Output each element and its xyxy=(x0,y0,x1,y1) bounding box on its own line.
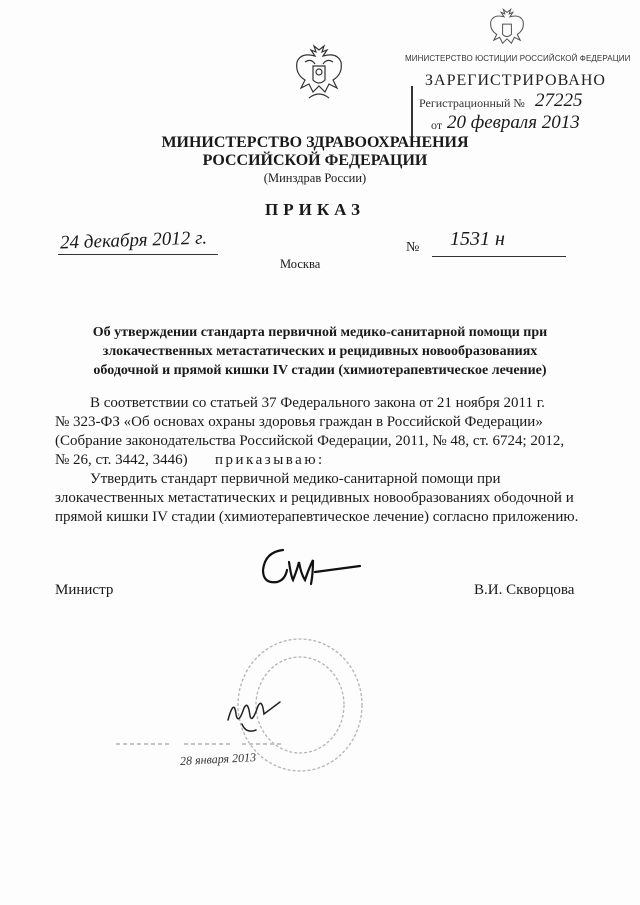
faint-stamp-text-marks xyxy=(112,734,292,754)
body-line5: Утвердить стандарт первичной медико-санитарной помощи при xyxy=(90,471,501,487)
body-line7: прямой кишки IV стадии (химиотерапевтическое лечение) согласно приложению. xyxy=(55,509,579,525)
registrar-handwritten-initials xyxy=(222,690,292,736)
registration-number-label: Регистрационный № xyxy=(419,96,525,110)
number-underline xyxy=(432,256,566,257)
order-city: Москва xyxy=(280,257,321,271)
registration-ministry: МИНИСТЕРСТВО ЮСТИЦИИ РОССИЙСКОЙ ФЕДЕРАЦИИ xyxy=(405,54,631,63)
body-line6: злокачественных метастатических и рецидивных новообразованиях ободочной и xyxy=(55,490,574,506)
small-coat-of-arms-icon xyxy=(485,8,529,52)
registration-bracket xyxy=(411,86,413,138)
ministry-name-line2: РОССИЙСКОЙ ФЕДЕРАЦИИ xyxy=(202,152,428,169)
order-number-sign: № xyxy=(406,240,420,255)
body-line4-citation: № 26, ст. 3442, 3446) xyxy=(55,452,188,468)
ministry-abbreviation: (Минздрав России) xyxy=(263,171,367,185)
stamp-date: 28 января 2013 xyxy=(179,750,257,768)
registration-date: 20 февраля 2013 xyxy=(447,112,580,133)
signatory-position: Министр xyxy=(55,582,114,598)
body-line3: (Собрание законодательства Российской Федерации, 2011, № 48, ст. 6724; 2012, xyxy=(55,433,565,449)
subject-line2: злокачественных метастатических и рецидивных новообразованиях xyxy=(102,344,538,359)
body-line1: В соответствии со статьей 37 Федерального закона от 21 ноября 2011 г. xyxy=(90,395,545,411)
body-line2: № 323-ФЗ «Об основах охраны здоровья граждан в Российской Федерации» xyxy=(55,414,543,430)
registration-title: ЗАРЕГИСТРИРОВАНО xyxy=(425,72,606,89)
registration-number: 27225 xyxy=(535,90,583,111)
signatory-name: В.И. Скворцова xyxy=(474,582,575,598)
order-date: 24 декабря 2012 г. xyxy=(59,227,208,254)
order-number: 1531 н xyxy=(450,228,505,250)
registration-date-prefix: от xyxy=(431,118,443,132)
subject-line1: Об утверждении стандарта первичной медико-санитарной помощи при xyxy=(92,325,548,340)
date-underline xyxy=(58,254,218,255)
body-line4-order-word: приказываю: xyxy=(215,452,325,468)
subject-line3: ободочной и прямой кишки IV стадии (химиотерапевтическое лечение) xyxy=(93,363,547,378)
document-type-title: ПРИКАЗ xyxy=(265,200,365,219)
ministry-name-line1: МИНИСТЕРСТВО ЗДРАВООХРАНЕНИЯ xyxy=(161,134,469,151)
coat-of-arms-emblem xyxy=(291,44,347,104)
minister-signature xyxy=(255,540,365,590)
